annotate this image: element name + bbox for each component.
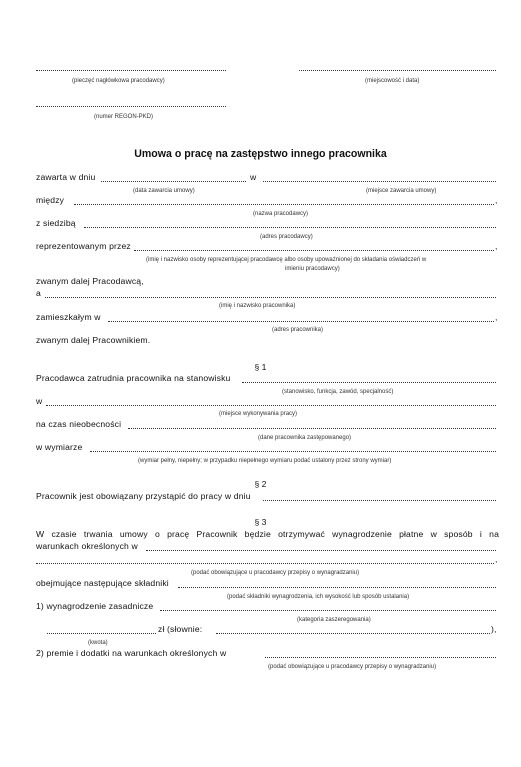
components-field[interactable] (178, 587, 496, 588)
workplace-caption: (miejsce wykonywania pracy) (219, 411, 298, 417)
comma: , (495, 195, 498, 205)
base-salary-field[interactable] (160, 610, 496, 611)
replaced-caption: (dane pracownika zastępowanego) (258, 435, 352, 441)
amount-words-field[interactable] (216, 633, 490, 634)
salary-intro-line1: W czasie trwania umowy o pracę Pracownik będzie otrzymywać wynagrodzenie płatne w sposób i na (36, 529, 499, 539)
employer-stamp-caption: (pieczęć nagłówkowa pracodawcy) (72, 78, 165, 84)
represented-label: reprezentowanym przez (36, 241, 131, 251)
regon-caption: (numer REGON-PKD) (94, 114, 154, 120)
between-label: między (36, 195, 65, 205)
section-2-number: § 2 (254, 479, 267, 489)
rules-caption: (podać obowiązujące u pracodawcy przepisy o wynagradzaniu) (191, 570, 360, 576)
employer-name-field[interactable] (74, 204, 494, 205)
employer-address-field[interactable] (84, 227, 496, 228)
dimension-caption: (wymiar pełny, niepełny; w przypadku niepełnego wymiaru podać ustalony przez strony wymiar) (138, 458, 392, 464)
position-label: Pracodawca zatrudnia pracownika na stanowisku (36, 373, 231, 383)
bonuses-caption: (podać obowiązujące u pracodawcy przepisy o wynagradzaniu) (268, 664, 437, 670)
employee-name-caption: (imię i nazwisko pracownika) (219, 303, 296, 309)
contract-place-field[interactable] (263, 181, 496, 182)
bonuses-label: 2) premie i dodatki na warunkach określonych w (36, 648, 227, 658)
section-3-number: § 3 (254, 517, 267, 527)
position-field[interactable] (242, 382, 496, 383)
salary-rules-field-continued[interactable] (36, 563, 494, 564)
employee-address-field[interactable] (108, 321, 494, 322)
start-date-field[interactable] (263, 500, 496, 501)
comma: , (495, 312, 498, 322)
absence-label: na czas nieobecności (36, 419, 122, 429)
start-label: Pracownik jest obowiązany przystąpić do pracy w dniu (36, 491, 251, 501)
bonuses-field[interactable] (265, 657, 496, 658)
in-label: w (250, 172, 257, 182)
replaced-employee-field[interactable] (128, 428, 496, 429)
components-label: obejmujące następujące składniki (36, 578, 169, 588)
dimension-field[interactable] (90, 451, 496, 452)
employer-name-caption: (nazwa pracodawcy) (253, 211, 309, 217)
amount-caption: (kwota) (88, 640, 108, 646)
category-caption: (kategoria zaszeregowania) (297, 617, 371, 623)
employer-address-caption: (adres pracodawcy) (260, 234, 313, 240)
representative-caption-line2: imieniu pracodawcy) (285, 266, 340, 272)
regon-line[interactable] (36, 106, 226, 107)
contract-date-field[interactable] (101, 181, 246, 182)
place-caption: (miejsce zawarcia umowy) (366, 188, 437, 194)
document-title: Umowa o pracę na zastępstwo innego pracownika (134, 148, 387, 160)
base-salary-label: 1) wynagrodzenie zasadnicze (36, 601, 154, 611)
place-date-caption: (miejscowość i data) (365, 78, 420, 84)
employee-called: zwanym dalej Pracownikiem. (36, 335, 151, 345)
closing-paren: ), (491, 624, 497, 634)
employer-called: zwanym dalej Pracodawcą, (36, 276, 144, 286)
seat-label: z siedzibą (36, 218, 76, 228)
position-caption: (stanowisko, funkcja, zawód, specjalność) (282, 389, 394, 395)
salary-rules-field[interactable] (146, 550, 496, 551)
salary-intro-line2: warunkach określonych w (36, 541, 138, 551)
dimension-label: w wymiarze (36, 442, 83, 452)
employee-address-caption: (adres pracownika) (272, 327, 324, 333)
employee-name-field[interactable] (45, 297, 496, 298)
place-date-line[interactable] (299, 70, 496, 71)
currency-words-label: zł (słownie: (158, 624, 203, 634)
components-caption: (podać składniki wynagrodzenia, ich wysokość lub sposób ustalania) (227, 594, 410, 600)
comma: , (495, 241, 498, 251)
amount-field[interactable] (47, 633, 156, 634)
workplace-field[interactable] (46, 405, 496, 406)
comma: , (495, 554, 498, 564)
section-1-number: § 1 (254, 362, 267, 372)
representative-caption-line1: (imię i nazwisko osoby reprezentującej pracodawcę albo osoby upoważnionej do składania oświadczeń w (146, 257, 427, 263)
concluded-on-label: zawarta w dniu (36, 172, 96, 182)
representative-field[interactable] (134, 250, 494, 251)
workplace-in-label: w (36, 396, 43, 406)
employer-stamp-line[interactable] (36, 70, 226, 71)
date-caption: (data zawarcia umowy) (133, 188, 195, 194)
and-label: a (36, 288, 41, 298)
residing-label: zamieszkałym w (36, 312, 101, 322)
